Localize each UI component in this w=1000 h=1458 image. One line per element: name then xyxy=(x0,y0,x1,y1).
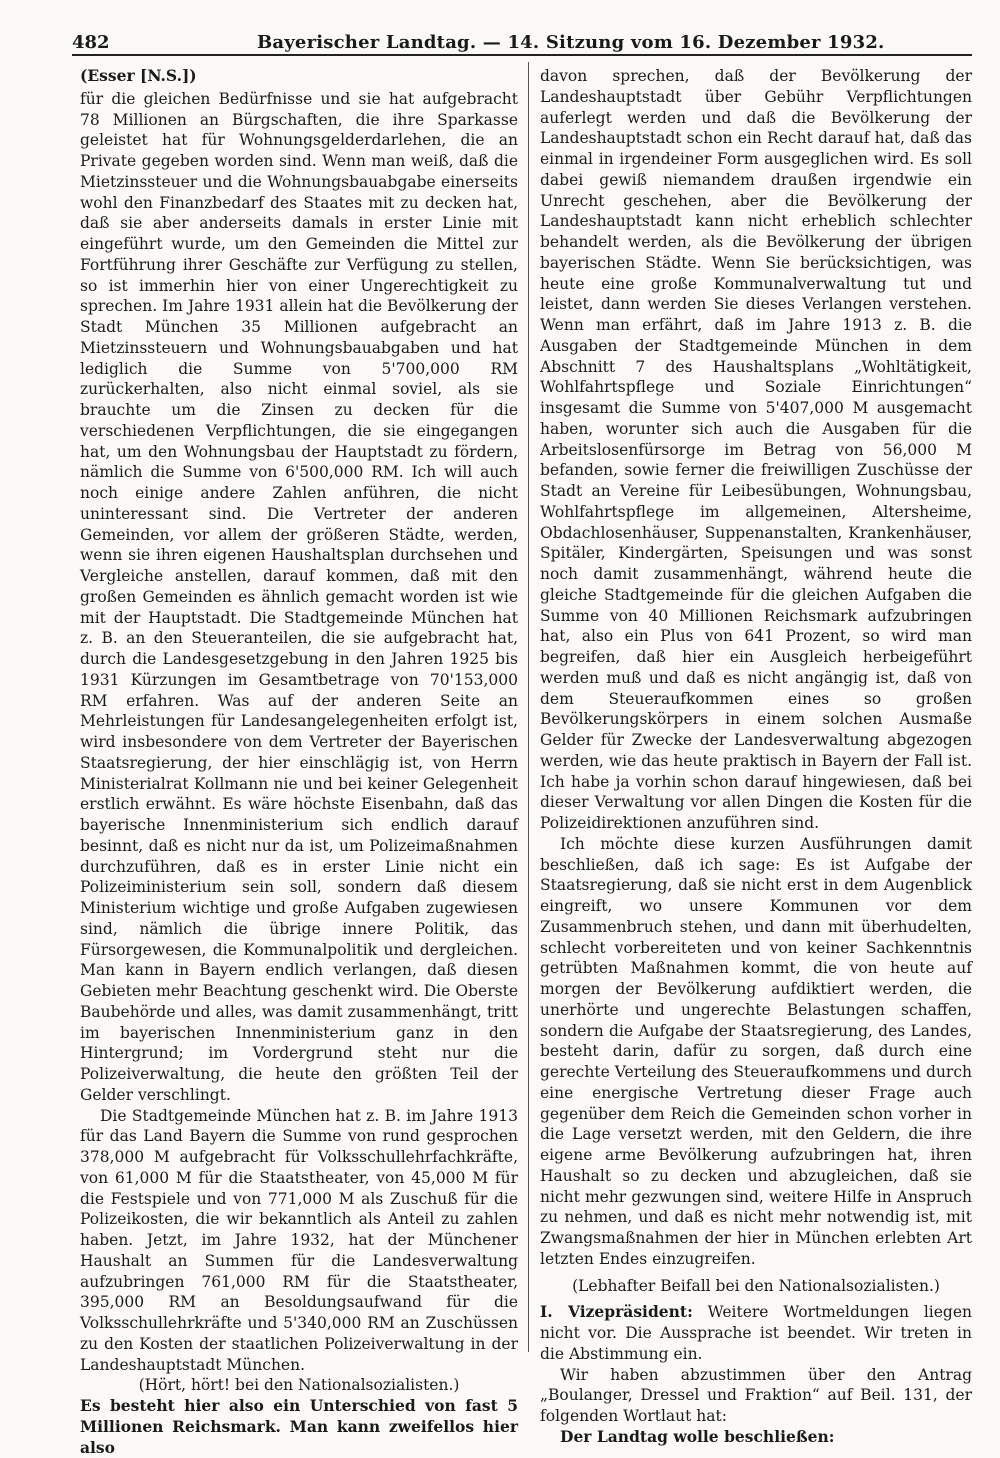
interjection: (Hört, hört! bei den Nationalsozialisten.) xyxy=(138,1376,460,1395)
paragraph: für die gleichen Bedürfnisse und sie hat aufgebracht 78 Millionen an Bürgschaften, die ihre Sparkasse geleistet hat für Wohnungsgelderdarlehen, die an Private gegeben worden sind. Wenn man weiß, daß die Mietzinssteuer und die Wohnungsbauabgabe einerseits wohl den Finanzbedarf des Staates mit zu decken hat, daß sie aber anderseits damals in erster Linie mit eingeführt wurde, um den Gemeinden die Mittel zur Fortführung ihrer Geschäfte zur Verfügung zu stellen, so ist immerhin hier von einer Ungerechtigkeit zu sprechen. Im Jahre 1931 allein hat die Bevölkerung der Stadt München 35 Millionen aufgebracht an Mietzinssteuern und Wohnungsbauabgaben und hat lediglich die Summe von 5'700,000 RM zurückerhalten, also nicht einmal soviel, als sie brauchte um die Zinsen zu decken für die verschiedenen Verpflichtungen, die sie eingegangen hat, um den Wohnungsbau der Hauptstadt zu fördern, nämlich die Summe von 6'500,000 RM. Ich will auch noch einige andere Zahlen anführen, die nicht uninteressant sind. Die Vertreter der anderen Gemeinden, vor allem der größeren Städte, werden, wenn sie ihren eigenen Haushaltsplan durchsehen und Vergleiche anstellen, darauf kommen, daß mit den großen Gemeinden es ähnlich gemacht worden ist wie mit der Hauptstadt. Die Stadtgemeinde München hat z. B. an den Steueranteilen, die sie aufgebracht hat, durch die Landesgesetzgebung in den Jahren 1925 bis 1931 Kürzungen im Gesamtbetrage von 70'153,000 RM erfahren. Was auf der anderen Seite an Mehrleistungen für Landesangelegenheiten erfolgt ist, wird insbesondere von dem Vertreter der Bayerischen Staatsregierung, der hier einschlägig ist, von Herrn Ministerialrat Kollmann nie und bei keiner Gelegenheit erstlich erwähnt. Es wäre höchste Eisenbahn, daß das bayerische Innenministerium sich endlich darauf besinnt, daß es nicht nur da ist, um Polizeimaßnahmen durchzuführen, daß es in erster Linie nicht ein Polizeiministerium sein soll, sondern daß diesem Ministerium wichtige und große Aufgaben zugewiesen sind, nämlich die übrige innere Politik, das Fürsorgewesen, die Kommunalpolitik und dergleichen. Man kann in Bayern endlich verlangen, daß diesen Gebieten mehr Beachtung geschenkt wird. Die Oberste Baubehörde und alles, was damit zusammenhängt, tritt im bayerischen Innenministerium ganz in den Hintergrund; im Vordergrund steht nur die Polizeiverwaltung, die heute den größten Teil der Gelder verschlingt. xyxy=(80,89,518,1104)
running-title: Bayerischer Landtag. — 14. Sitzung vom 16. Dezember 1932. xyxy=(257,32,885,53)
paragraph: Ich möchte diese kurzen Ausführungen damit beschließen, daß ich sage: Es ist Aufgabe der Staatsregierung, daß sie nicht erst in dem Augenblick eingreift, wo unsere Kommunen vor dem Zusammenbruch stehen, und dann mit überhudelten, schlecht vorbereiteten und von keiner Sachkenntnis getrübten Maßnahmen kommt, die von heute auf morgen der Bevölkerung aufdiktiert werden, die unerhörte und ungerechte Belastungen schaffen, sondern die Aufgabe der Staatsregierung, des Landes, besteht darin, dafür zu sorgen, daß durch eine gerechte Verteilung des Steueraufkommens und durch eine energische Vertretung dieser Frage auch gegenüber dem Reich die Gemeinden schon vorher in die Lage versetzt werden, mit den Geldern, die ihre eigene arme Bevölkerung aufzubringen hat, ihren Haushalt so zu decken und abzugleichen, daß sie nicht mehr gezwungen sind, weitere Hilfe in Anspruch zu nehmen, und daß es nicht mehr notwendig ist, mit Zwangsmaßnahmen der hier in München erlebten Art letzten Endes einzugreifen. xyxy=(540,834,972,1268)
paragraph: davon sprechen, daß der Bevölkerung der Landeshauptstadt über Gebühr Verpflichtungen auferlegt werden und daß die Bevölkerung der Landeshauptstadt schon ein Recht darauf hat, daß das einmal in irgendeiner Form ausgeglichen wird. Es soll dabei gewiß niemandem draußen irgendwie ein Unrecht geschehen, aber die Bevölkerung der Landeshauptstadt kann nicht erheblich schlechter behandelt werden, als die Bevölkerung der übrigen bayerischen Städte. Wenn Sie berücksichtigen, was heute eine große Kommunalverwaltung tut und leistet, dann werden Sie dieses Verlangen verstehen. Wenn man erfährt, daß im Jahre 1913 z. B. die Ausgaben der Stadtgemeinde München in dem Abschnitt 7 des Haushaltsplans „Wohltätigkeit, Wohlfahrtspflege und Soziale Einrichtungen“ insgesamt die Summe von 5'407,000 M ausgemacht haben, worunter sich auch die Ausgaben für die Arbeitslosenfürsorge im Betrag von 56,000 M befanden, sowie ferner die freiwilligen Zuschüsse der Stadt an Vereine für Leibesübungen, Wohnungsbau, Wohlfahrtspflege im allgemeinen, Altersheime, Obdachlosenhäuser, Suppenanstalten, Krankenhäuser, Spitäler, Kindergärten, Speisungen und was sonst noch damit zusammenhängt, während heute die gleiche Stadtgemeinde für die gleichen Aufgaben die Summe von 40 Millionen Reichsmark aufzubringen hat, also ein Plus von 641 Prozent, so wird man begreifen, daß hier ein Ausgleich herbeigeführt werden muß und daß es nicht angängig ist, daß von dem Steueraufkommen eines so großen Bevölkerungskörpers in einem solchen Ausmaße Gelder für Zwecke der Landesverwaltung abgezogen werden, wie das heute praktisch in Bayern der Fall ist. Ich habe ja vorhin schon darauf hingewiesen, daß bei dieser Verwaltung vor allen Dingen die Kosten für die Polizeidirektionen anzuführen sind. xyxy=(540,67,972,832)
column-divider xyxy=(528,62,529,1352)
interjection: (Lebhafter Beifall bei den Nationalsozialisten.) xyxy=(572,1276,940,1295)
header-rule xyxy=(72,54,972,56)
paragraph: Die Stadtgemeinde München hat z. B. im Jahre 1913 für das Land Bayern die Summe von rund gesprochen 378,000 M aufgebracht für Volksschullehrfachkräfte, von 61,000 M für die Staatstheater, von 45,000 M für die Festspiele und von 771,000 M als Zuschuß für die Polizeikosten, die wir bekanntlich als Anteil zu zahlen haben. Jetzt, im Jahre 1932, hat der Münchener Haushalt an Summen für die Landesverwaltung aufzubringen 761,000 RM für die Staatstheater, 395,000 RM an Besoldungsaufwand für die Volksschullehrkräfte und 5'340,000 RM an Zuschüssen zu den Kosten der staatlichen Polizeiverwaltung in der Landeshauptstadt München. xyxy=(80,1106,518,1374)
paragraph-text: Weitere Wortmeldungen liegen nicht vor. Die Aussprache ist beendet. Wir treten in die Abstimmung ein. xyxy=(540,1303,972,1363)
paragraph xyxy=(540,1302,972,1364)
right-column xyxy=(540,66,972,1448)
speaker-name: (Esser [N.S.]) xyxy=(80,66,197,85)
paragraph: Es besteht hier also ein Unterschied von fast 5 Millionen Reichsmark. Man kann zweifellos hier also xyxy=(80,1396,518,1457)
vice-president-label: I. Vizepräsident: xyxy=(540,1302,693,1322)
page-number: 482 xyxy=(72,32,110,53)
resolution-intro: Der Landtag wolle beschließen: xyxy=(560,1426,835,1446)
paragraph: Wir haben abzustimmen über den Antrag „Boulanger, Dressel und Fraktion“ auf Beil. 131, der folgenden Wortlaut hat: xyxy=(540,1365,972,1425)
left-column xyxy=(80,66,518,1458)
